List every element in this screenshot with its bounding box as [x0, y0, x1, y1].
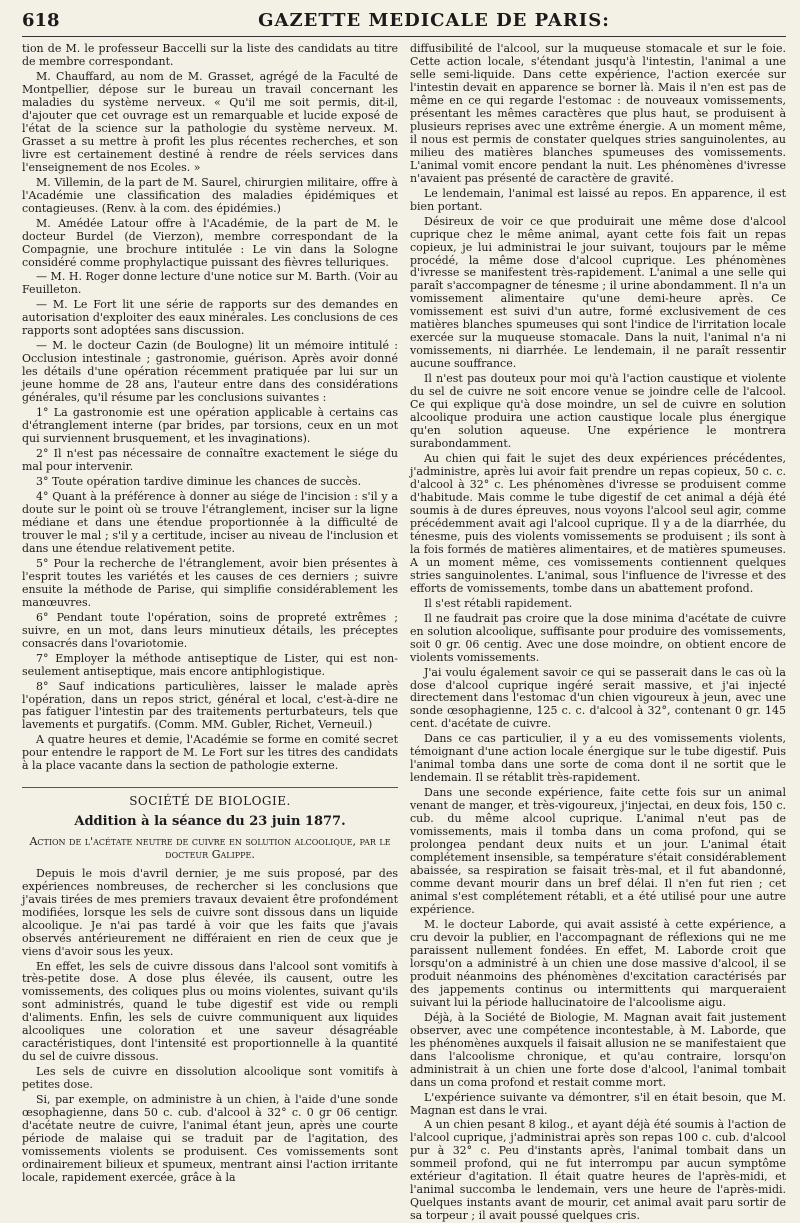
paragraph: Dans ce cas particulier, il y a eu des vomissements violents, témoignant d'une action locale énergique sur le tube digestif. Puis l'animal tomba dans une sorte de coma dont il ne sortit que le lendemain. Il se rétablit très-rapidement. — [410, 732, 786, 785]
paragraph: tion de M. le professeur Baccelli sur la liste des candidats au titre de membre correspondant. — [22, 42, 398, 68]
paragraph: J'ai voulu également savoir ce qui se passerait dans le cas où la dose d'alcool cuprique ingéré serait massive, et j'ai injecté directement dans l'estomac d'un chien vigoureux à jeun, avec une sonde œsophagienne, 125 c. c. d'alcool à 32°, contenant 0 gr. 145 cent. d'acétate de cuivre. — [410, 665, 786, 731]
paragraph: Au chien qui fait le sujet des deux expériences précédentes, j'administre, après lui avoir fait prendre un repas copieux, 50 c. c. d'alcool à 32° c. Les phénomènes d'ivresse se produisent comme d'habitude. Mais comme le tube digestif de cet animal a déjà été soumis à de dures épreuves, nous voyons l'alcool seul agir, comme précédemment avait agi l'alcool cuprique. Il y a de la diarrhée, du ténesme, puis des violents vomissements se produisent ; ils sont à la fois formés de matières alimentaires, et de matières spumeuses. A un moment même, ces vomissements contiennent quelques stries sanguinolentes. L'animal, sous l'influence de l'ivresse et des efforts de vomissements, tombe dans un abattement profond. — [410, 452, 786, 595]
paragraph: 5° Pour la recherche de l'étranglement, avoir bien présentes à l'esprit toutes les variétés et les causes de ces derniers ; suivre ensuite la méthode de Parise, qui simplifie considérablement les manœuvres. — [22, 556, 398, 609]
paragraph: diffusibilité de l'alcool, sur la muqueuse stomacale et sur le foie. Cette action locale, s'étendant jusqu'à l'intestin, l'animal a une selle semi-liquide. Dans cette expérience, l'action exercée sur l'intestin devait en apparence se borner là. Mais il n'en est pas de même en ce qui regarde l'estomac : de nouveaux vomissements, présentant les mêmes caractères que plus haut, se produisent à plusieurs reprises avec une extrême énergie. A un moment même, il nous est permis de constater quelques stries sanguinolentes, au milieu des matières blanches spumeuses des vomissements. L'animal vomit encore pendant la nuit. Les phénomènes d'ivresse n'avaient pas présenté de caractère de gravité. — [410, 42, 786, 185]
paragraph: En effet, les sels de cuivre dissous dans l'alcool sont vomitifs à très-petite dose. A dose plus élevée, ils causent, outre les vomissements, des coliques plus ou moins violentes, suivant qu'ils sont administrés, quand le tube digestif est vide ou rempli d'aliments. Enfin, les sels de cuivre communiquent aux liquides alcooliques une coloration et une saveur désagréable caractéristiques, dont l'intensité est proportionnelle à la quantité du sel de cuivre dissous. — [22, 959, 398, 1064]
paragraph: A un chien pesant 8 kilog., et ayant déjà été soumis à l'action de l'alcool cuprique, j'administrai après son repas 100 c. cub. d'alcool pur à 32° c. Peu d'instants après, l'animal tombait dans un sommeil profond, qui ne fut interrompu par aucun symptôme extérieur d'agitation. Il était quatre heures de l'après-midi, et l'animal succomba le lendemain, vers une heure de l'après-midi. Quelques instants avant de mourir, cet animal avait paru sortir de sa torpeur ; il avait poussé quelques cris. — [410, 1118, 786, 1223]
page-header — [22, 10, 786, 37]
paragraph: 2° Il n'est pas nécessaire de connaître exactement le siége du mal pour intervenir. — [22, 447, 398, 474]
paragraph: 3° Toute opération tardive diminue les chances de succès. — [36, 475, 362, 488]
paragraph: Dans une seconde expérience, faite cette fois sur un animal venant de manger, et très-vigoureux, j'injectai, en deux fois, 150 c. cub. du même alcool cuprique. L'animal n'eut pas de vomissements, mais il tomba dans un coma profond, qui se prolongea pendant deux nuits et un jour. L'animal était complétement insensible, sa température s'était considérablement abaissée, sa respiration se faisait très-mal, et il fut abandonné, comme devant mourir dans un bref délai. Il n'en fut rien ; cet animal s'est complétement rétabli, et a été utilisé pour une autre expérience. — [410, 786, 786, 916]
columns — [22, 42, 786, 1223]
paragraph: L'expérience suivante va démontrer, s'il en était besoin, que M. Magnan est dans le vrai. — [410, 1090, 786, 1117]
paragraph: 4° Quant à la préférence à donner au siége de l'incision : s'il y a doute sur le point où se trouve l'étranglement, inciser sur la ligne médiane et dans une étendue proportionnée à la difficulté de trouver le mal ; s'il y a certitude, inciser au niveau de l'inclusion et dans une étendue relativement petite. — [22, 489, 398, 555]
paragraph: Les sels de cuivre en dissolution alcoolique sont vomitifs à petites dose. — [22, 1065, 398, 1092]
paragraph: Depuis le mois d'avril dernier, je me suis proposé, par des expériences nombreuses, de rechercher si les conclusions que j'avais tirées de mes premiers travaux devaient être profondément modifiées, lorsque les sels de cuivre sont dissous dans un liquide alcoolique. Je n'ai pas tardé à voir que les faits que j'avais observés antérieurement ne différaient en rien de ceux que je viens d'avoir sous les yeux. — [22, 866, 398, 958]
paragraph: — M. Le Fort lit une série de rapports sur des demandes en autorisation d'exploiter des eaux minérales. Les conclusions de ces rapports sont adoptées sans discussion. — [22, 298, 398, 338]
paragraph: Déjà, à la Société de Biologie, M. Magnan avait fait justement observer, avec une compétence incontestable, à M. Laborde, que les phénomènes auxquels il faisait allusion ne se manifestaient que dans l'alcoolisme chronique, et qu'au contraire, lorsqu'on administrait à un chien une forte dose d'alcool, l'animal tombait dans un coma profond et restait comme mort. — [410, 1010, 786, 1089]
journal-title: GAZETTE MEDICALE DE PARIS: — [258, 10, 610, 31]
paragraph: Il s'est rétabli rapidement. — [424, 596, 573, 610]
addition-heading: Addition à la séance du 23 juin 1877. — [74, 814, 346, 830]
left-column — [22, 42, 398, 1185]
paragraph: M. le docteur Laborde, qui avait assisté à cette expérience, a cru devoir la publier, en l'accompagnant de réflexions qui ne me paraissent nullement fondées. En effet, M. Laborde croit que lorsqu'on a administré à un chien une dose massive d'alcool, il se produit néanmoins des phénomènes d'excitation caractérisés par des jappements continus ou intermittents qui marqueraient suivant lui la période hallucinatoire de l'alcoolisme aigu. — [410, 917, 786, 1009]
article-title: Action de l'acétate neutre de cuivre en solution alcoolique, par le docteur Galippe. — [29, 834, 391, 861]
paragraph: — M. le docteur Cazin (de Boulogne) lit un mémoire intitulé : Occlusion intestinale ; gastronomie, guérison. Après avoir donné les détails d'une opération récemment pratiquée par lui sur un jeune homme de 28 ans, l'auteur entre dans des considérations générales, qu'il résume par les conclusions suivantes : — [22, 339, 398, 405]
page-number: 618 — [22, 10, 60, 31]
paragraph: 7° Employer la méthode antiseptique de Lister, qui est non-seulement antiseptique, mais encore antiphlogistique. — [22, 651, 398, 678]
paragraph: M. Villemin, de la part de M. Saurel, chirurgien militaire, offre à l'Académie une classification des maladies épidémiques et contagieuses. (Renv. à la com. des épidémies.) — [22, 175, 398, 215]
paragraph: M. Amédée Latour offre à l'Académie, de la part de M. le docteur Burdel (de Vierzon), membre correspondant de la Compagnie, une brochure intitulée : Le vin dans la Sologne considéré comme prophylactique puissant des fièvres telluriques. — [22, 216, 398, 269]
paragraph: — M. H. Roger donne lecture d'une notice sur M. Barth. (Voir au Feuilleton. — [22, 270, 398, 297]
paragraph: Il ne faudrait pas croire que la dose minima d'acétate de cuivre en solution alcoolique, suffisante pour produire des vomissements, soit 0 gr. 06 centig. Avec une dose moindre, on obtient encore de violents vomissements. — [410, 611, 786, 664]
paragraph: M. Chauffard, au nom de M. Grasset, agrégé de la Faculté de Montpellier, dépose sur le bureau un travail concernant les maladies du système nerveux. « Qu'il me soit permis, dit-il, d'ajouter que cet ouvrage est un remarquable et lucide exposé de l'état de la science sur la pathologie du système nerveux. M. Grasset a su mettre à profit les plus récentes recherches, et son livre est certainement destiné à rendre de réels services dans l'enseignement de nos Ecoles. » — [22, 69, 398, 174]
paragraph: Désireux de voir ce que produirait une même dose d'alcool cuprique chez le même animal, ayant cette fois fait un repas copieux, je lui administrai le jour suivant, toujours par le même procédé, la même dose d'alcool cuprique. Les phénomènes d'ivresse se manifestent très-rapidement. L'animal a une selle qui paraît s'accompagner de ténesme ; il urine abondamment. Il n'a un vomissement alimentaire qu'une demi-heure après. Ce vomissement est suivi d'un autre, formé exclusivement de ces matières blanches spumeuses qui sont l'indice de l'irritation locale exercée sur la muqueuse stomacale. Dans la nuit, l'animal n'a ni vomissements, ni diarrhée. Le lendemain, il ne paraît ressentir aucune souffrance. — [410, 214, 786, 371]
paragraph: 1° La gastronomie est une opération applicable à certains cas d'étranglement interne (par brides, par torsions, ceux en un mot qui surviennent brusquement, et les invaginations). — [22, 406, 398, 446]
paragraph: 6° Pendant toute l'opération, soins de propreté extrêmes ; suivre, en un mot, dans leurs minutieux détails, les préceptes consacrés dans l'ovariotomie. — [22, 610, 398, 650]
paragraph: Le lendemain, l'animal est laissé au repos. En apparence, il est bien portant. — [410, 186, 786, 213]
section-heading: SOCIÉTÉ DE BIOLOGIE. — [22, 787, 398, 808]
paragraph: Si, par exemple, on administre à un chien, à l'aide d'une sonde œsophagienne, dans 50 c. cub. d'alcool à 32° c. 0 gr 06 centigr. d'acétate neutre de cuivre, l'animal étant jeun, après une courte période de malaise qui se traduit par de l'agitation, des vomissements violents se produisent. Ces vomissements sont ordinairement bilieux et spumeux, mentrant ainsi l'action irritante locale, rapidement exercée, grâce à la — [22, 1093, 398, 1185]
paragraph: A quatre heures et demie, l'Académie se forme en comité secret pour entendre le rapport de M. Le Fort sur les titres des candidats à la place vacante dans la section de pathologie externe. — [22, 733, 398, 773]
right-column — [410, 42, 786, 1223]
paragraph: 8° Sauf indications particulières, laisser le malade après l'opération, dans un repos strict, général et local, c'est-à-dire ne pas fatiguer l'intestin par des traitements perturbateurs, tels que lavements et purgatifs. (Comm. MM. Gubler, Richet, Verneuil.) — [22, 679, 398, 732]
paragraph: Il n'est pas douteux pour moi qu'à l'action caustique et violente du sel de cuivre ne soit encore venue se joindre celle de l'alcool. Ce qui explique qu'à dose moindre, un sel de cuivre en solution alcoolique produira une action caustique locale plus énergique qu'en solution aqueuse. Une expérience le montrera surabondamment. — [410, 372, 786, 451]
